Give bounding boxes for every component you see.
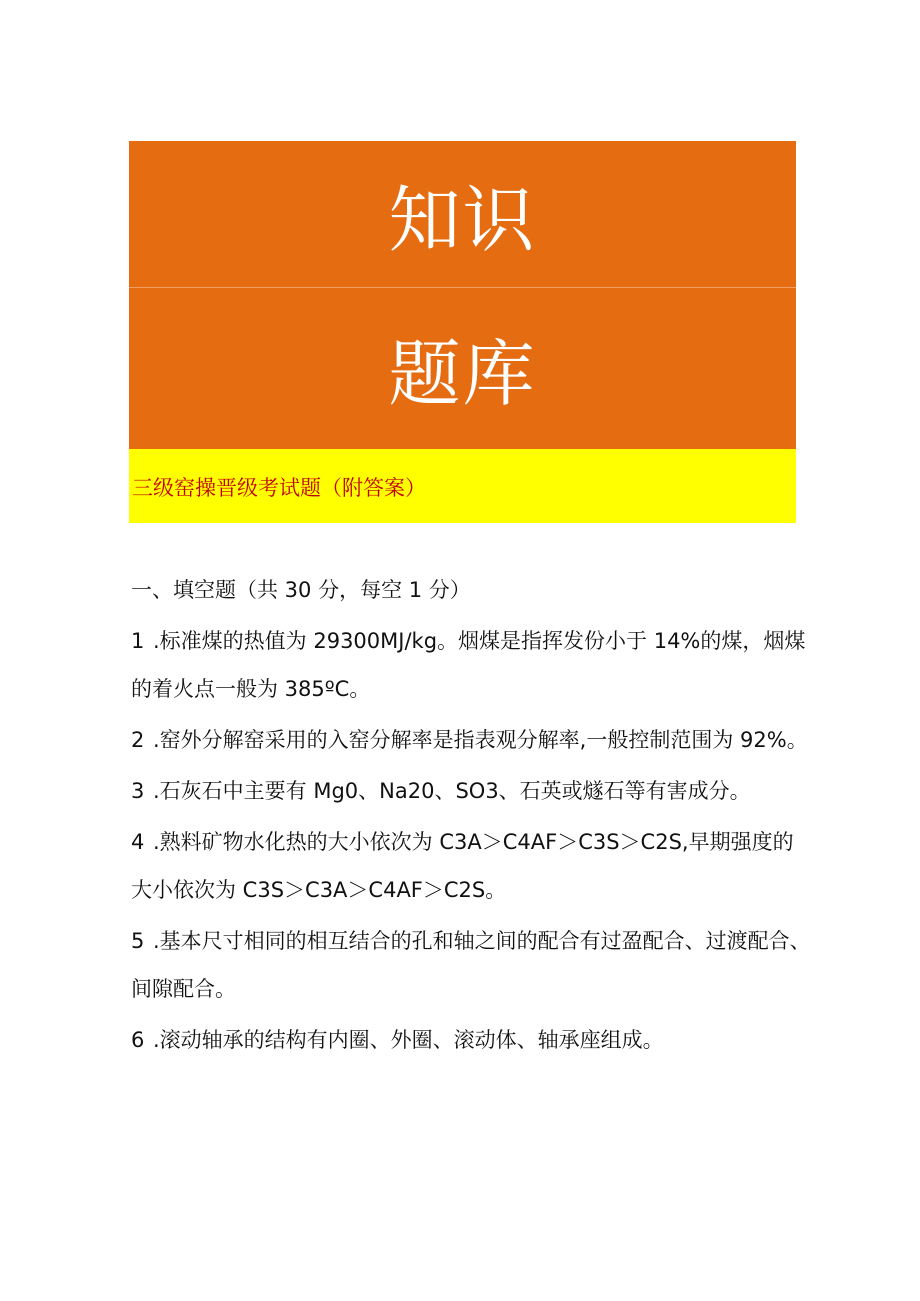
question-text: .滚动轴承的结构有内圈、外圈、滚动体、轴承座组成。: [153, 1028, 664, 1052]
question-number: 6: [131, 1028, 145, 1052]
title-banner: [129, 141, 796, 449]
subtitle-bar: [129, 449, 796, 523]
question-item: [131, 767, 811, 815]
question-number: 1: [131, 629, 145, 653]
question-item: [131, 917, 811, 1013]
question-item: [131, 818, 811, 914]
question-item: [131, 1016, 811, 1064]
question-text: .熟料矿物水化热的大小依次为 C3A＞C4AF＞C3S＞C2S,早期强度的大小依次为 C3S＞C3A＞C4AF＞C2S。: [131, 830, 794, 902]
question-number: 5: [131, 929, 145, 953]
question-number: 4: [131, 830, 145, 854]
document-subtitle: 三级窑操晋级考试题（附答案）: [132, 476, 426, 500]
question-text: .石灰石中主要有 Mg0、Na20、SO3、石英或燧石等有害成分。: [153, 779, 751, 803]
question-item: [131, 716, 811, 764]
question-number: 3: [131, 779, 145, 803]
section-heading: 一、填空题（共 30 分，每空 1 分）: [131, 578, 471, 602]
document-body: [131, 566, 811, 1064]
banner-title-line-1: 知识: [388, 178, 537, 262]
banner-title-line-2: 题库: [388, 332, 537, 416]
question-text: .窑外分解窑采用的入窑分解率是指表观分解率,一般控制范围为 92%。: [153, 728, 808, 752]
question-item: [131, 617, 811, 713]
question-text: .标准煤的热值为 29300MJ/kg。烟煤是指挥发份小于 14%的煤，烟煤的着火点一般为 385ºC。: [131, 629, 806, 701]
question-text: .基本尺寸相同的相互结合的孔和轴之间的配合有过盈配合、过渡配合、间隙配合。: [131, 929, 811, 1001]
question-number: 2: [131, 728, 145, 752]
